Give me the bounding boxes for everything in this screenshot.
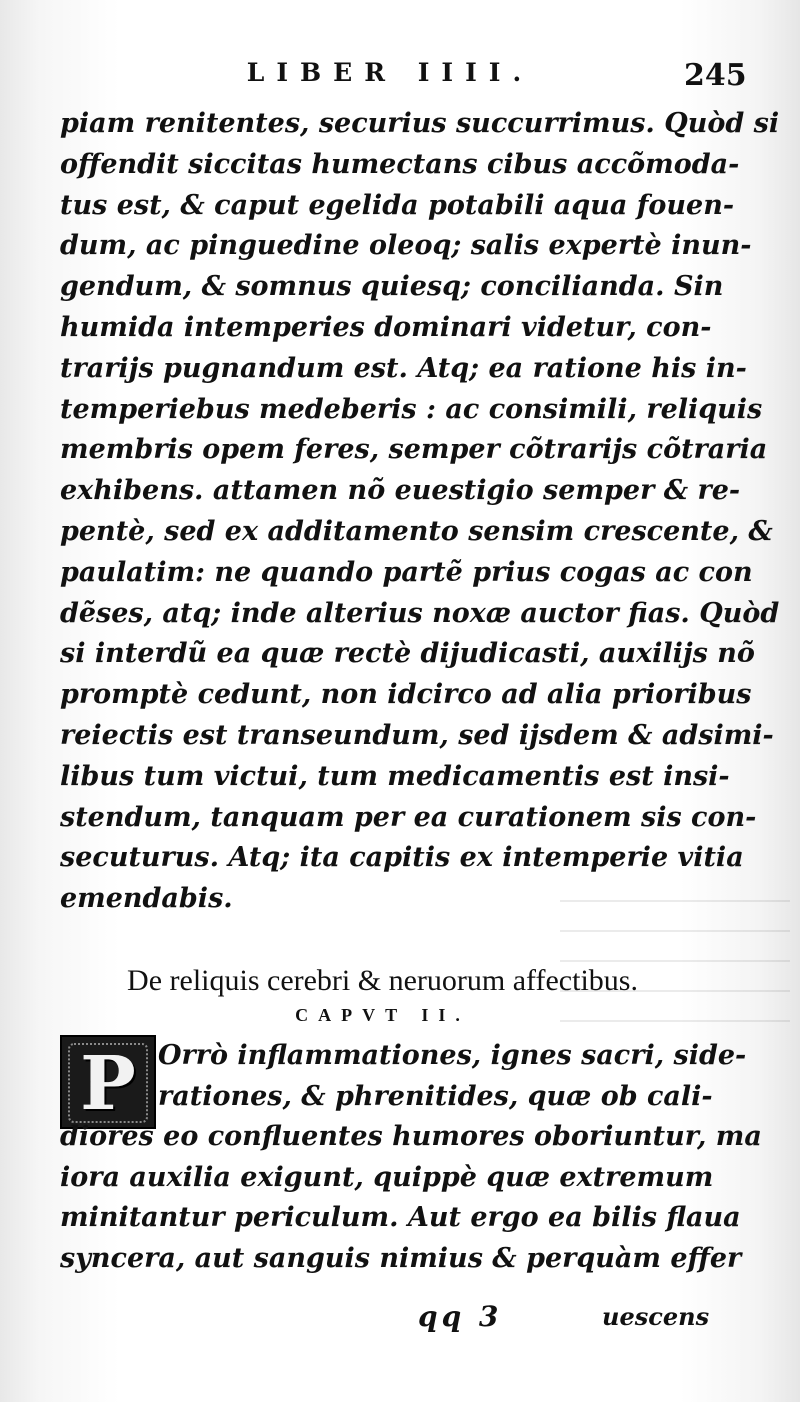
text-line: reiectis est transeundum, sed ijsdem & adsimi-: [60, 719, 774, 751]
text-line: paulatim: ne quando partẽ prius cogas ac con: [60, 556, 753, 588]
text-line: dẽses, atq; inde alterius noxæ auctor fias. Quòd: [60, 597, 780, 629]
running-head: LIBER IIII.: [246, 58, 534, 87]
text-line: Orrò inflammationes, ignes sacri, side-: [158, 1040, 747, 1071]
text-line: syncera, aut sanguis nimius & perquàm effer: [60, 1242, 742, 1274]
text-line: tus est, & caput egelida potabili aqua fouen-: [60, 189, 735, 221]
text-line: iora auxilia exigunt, quippè quæ extremum: [60, 1161, 714, 1193]
text-line: stendum, tanquam per ea curationem sis con-: [60, 801, 757, 833]
text-line: libus tum victui, tum medicamentis est insi-: [60, 760, 730, 792]
text-line: gendum, & somnus quiesq; concilianda. Sin: [60, 271, 724, 303]
chapter-text: [60, 1036, 762, 1279]
initial-letter: P: [80, 1041, 136, 1127]
text-line: piam renitentes, securius succurrimus. Quòd si: [60, 108, 780, 139]
text-line: diores eo confluentes humores oboriuntur, ma: [60, 1121, 762, 1152]
text-line: secuturus. Atq; ita capitis ex intemperie vitia: [60, 842, 744, 874]
text-line: si interdũ ea quæ rectè dijudicasti, auxilijs nõ: [60, 638, 755, 670]
text-line: trarijs pugnandum est. Atq; ea ratione his in-: [60, 352, 747, 384]
text-line: promptè cedunt, non idcirco ad alia prioribus: [60, 679, 752, 711]
text-line: dum, ac pinguedine oleoq; salis expertè inun-: [60, 230, 752, 262]
page-header: [0, 58, 800, 94]
page-number: 245: [684, 58, 747, 93]
text-line: rationes, & phrenitides, quæ ob cali-: [158, 1080, 713, 1112]
text-line: humida intemperies dominari videtur, con-: [60, 311, 712, 343]
catchword: uescens: [602, 1302, 710, 1331]
page-footer: [0, 1300, 800, 1340]
chapter-title: De reliquis cerebri & neruorum affectibus.: [127, 964, 638, 997]
text-line: exhibens. attamen nõ euestigio semper & re-: [60, 475, 741, 507]
text-line: membris opem feres, semper cõtrarijs cõtraria: [60, 434, 768, 466]
text-line: minitantur periculum. Aut ergo ea bilis flaua: [60, 1202, 741, 1233]
text-line: temperiebus medeberis : ac consimili, reliquis: [60, 393, 763, 425]
text-line: pentè, sed ex additamento sensim crescente, &: [60, 515, 773, 547]
body-text: [60, 104, 780, 920]
text-line: emendabis.: [60, 883, 233, 915]
signature-mark: qq 3: [418, 1300, 503, 1333]
chapter-number: CAPVT II.: [295, 1005, 470, 1025]
text-line: offendit siccitas humectans cibus accõmoda-: [60, 148, 740, 180]
